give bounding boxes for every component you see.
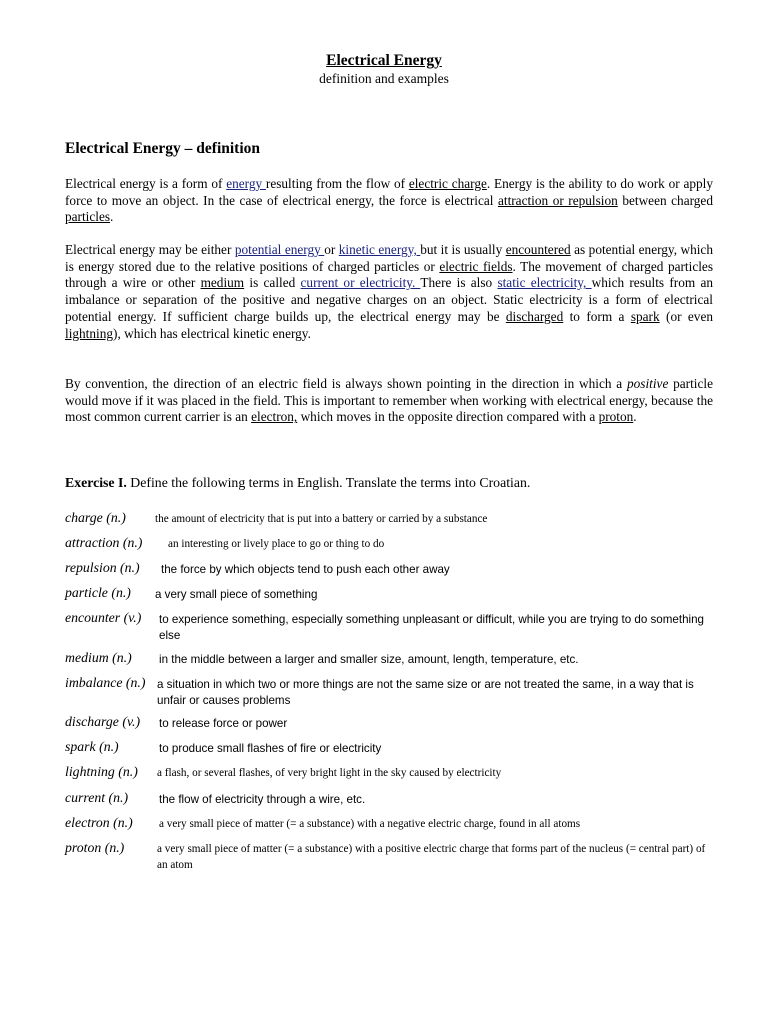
link-current-or-electricity[interactable]: current or electricity. <box>300 275 421 291</box>
term-attraction-or-repulsion: attraction or repulsion <box>497 192 618 208</box>
text-span: but it is usually <box>420 242 506 257</box>
glossary-definition: the flow of electricity through a wire, etc. <box>159 793 366 806</box>
glossary-definition: a flash, or several flashes, of very bright light in the sky caused by electricity <box>157 767 502 779</box>
glossary-term: medium (n.) <box>65 650 132 665</box>
text-span: (or even <box>659 308 713 324</box>
glossary-definition: to release force or power <box>159 717 288 730</box>
glossary-term: proton (n.) <box>65 840 125 855</box>
glossary-term: electron (n.) <box>65 815 133 830</box>
glossary-definition: to experience something, especially something unpleasant or difficult, while you are trying to do something else <box>159 613 705 642</box>
term-discharged: discharged <box>505 308 564 324</box>
text-span: between charged <box>617 192 713 208</box>
text-span: . Energy is the ability to do work or apply force to move an object. In the case of electrical energy, the force is electrical <box>65 176 713 208</box>
text-span: . The movement of charged particles through a wire or other <box>65 258 713 291</box>
exercise-text: Define the following terms in English. Translate the terms into Croatian. <box>126 475 531 490</box>
link-energy[interactable]: energy <box>226 176 266 191</box>
glossary-definition: to produce small flashes of fire or electricity <box>159 742 382 755</box>
glossary-definition: the amount of electricity that is put into a battery or carried by a substance <box>155 513 488 525</box>
emphasis-positive: positive <box>626 376 669 391</box>
document-title: Electrical Energy <box>326 52 442 69</box>
exercise-label: Exercise I. <box>65 475 127 490</box>
text-span: . <box>633 409 637 425</box>
term-lightning: lightning <box>65 325 114 341</box>
text-span: particle would move if it was placed in the field. This is important to remember when working with electrical energy, because the most common current carrier is an <box>65 376 713 425</box>
text-span: ), which has electrical kinetic energy. <box>113 325 311 341</box>
glossary-term: lightning (n.) <box>65 764 138 779</box>
term-spark: spark <box>630 308 660 324</box>
glossary-term: discharge (v.) <box>65 714 141 729</box>
glossary-definition: a situation in which two or more things are not the same size or are not treated the same, in a way that is unfair or causes problems <box>157 678 694 707</box>
glossary-term: charge (n.) <box>65 510 126 525</box>
glossary-definition: a very small piece of matter (= a substance) with a positive electric charge that forms part of the nucleus (= central part) of an atom <box>157 843 706 871</box>
term-encountered: encountered <box>505 242 571 257</box>
text-span: which results from an imbalance or separation of the positive and negative charges on an object. Static electricity is a form of electrical potential energy. If sufficient charge builds up, the electrical energy may be <box>65 275 713 324</box>
glossary-term: repulsion (n.) <box>65 560 140 575</box>
text-span: Electrical energy is a form of <box>65 176 227 191</box>
section-heading: Electrical Energy – definition <box>65 140 261 157</box>
glossary-definition: a very small piece of matter (= a substance) with a negative electric charge, found in all atoms <box>159 818 581 830</box>
text-span: to form a <box>563 308 631 324</box>
text-span: resulting from the flow of <box>265 176 409 191</box>
text-span: which moves in the opposite direction compared with a <box>297 409 599 425</box>
glossary-definition: the force by which objects tend to push each other away <box>161 563 450 576</box>
paragraph-3 <box>65 376 713 426</box>
glossary-term: particle (n.) <box>65 585 131 600</box>
glossary-definition: a very small piece of something <box>155 588 318 601</box>
text-span: There is also <box>420 275 498 291</box>
paragraph-1 <box>65 176 713 226</box>
text-span: or <box>324 242 339 257</box>
text-span: . <box>110 209 114 225</box>
link-static-electricity[interactable]: static electricity, <box>497 275 592 291</box>
glossary-term: encounter (v.) <box>65 610 142 625</box>
glossary-definition: an interesting or lively place to go or thing to do <box>168 538 385 550</box>
glossary-term: current (n.) <box>65 790 129 805</box>
term-medium: medium <box>200 275 245 291</box>
document-subtitle: definition and examples <box>319 71 449 86</box>
text-span: as potential energy, which is energy stored due to the relative positions of charged particles or <box>65 242 713 274</box>
term-proton: proton <box>598 409 634 425</box>
link-potential-energy[interactable]: potential energy <box>234 242 325 257</box>
glossary-term: spark (n.) <box>65 739 119 754</box>
link-kinetic-energy[interactable]: kinetic energy, <box>338 242 421 257</box>
glossary-definition: in the middle between a larger and smaller size, amount, length, temperature, etc. <box>159 653 579 666</box>
exercise-instruction <box>65 475 530 491</box>
text-span: By convention, the direction of an electric field is always shown pointing in the direction in which a <box>65 376 627 391</box>
text-span: Electrical energy may be either <box>65 242 235 257</box>
term-particles: particles <box>65 209 111 225</box>
glossary-term: imbalance (n.) <box>65 675 146 690</box>
paragraph-2 <box>65 242 713 342</box>
term-electron: electron, <box>251 409 298 425</box>
text-span: is called <box>244 275 301 291</box>
term-electric-fields: electric fields <box>439 258 513 274</box>
glossary-term: attraction (n.) <box>65 535 143 550</box>
term-electric-charge: electric charge <box>408 176 487 191</box>
